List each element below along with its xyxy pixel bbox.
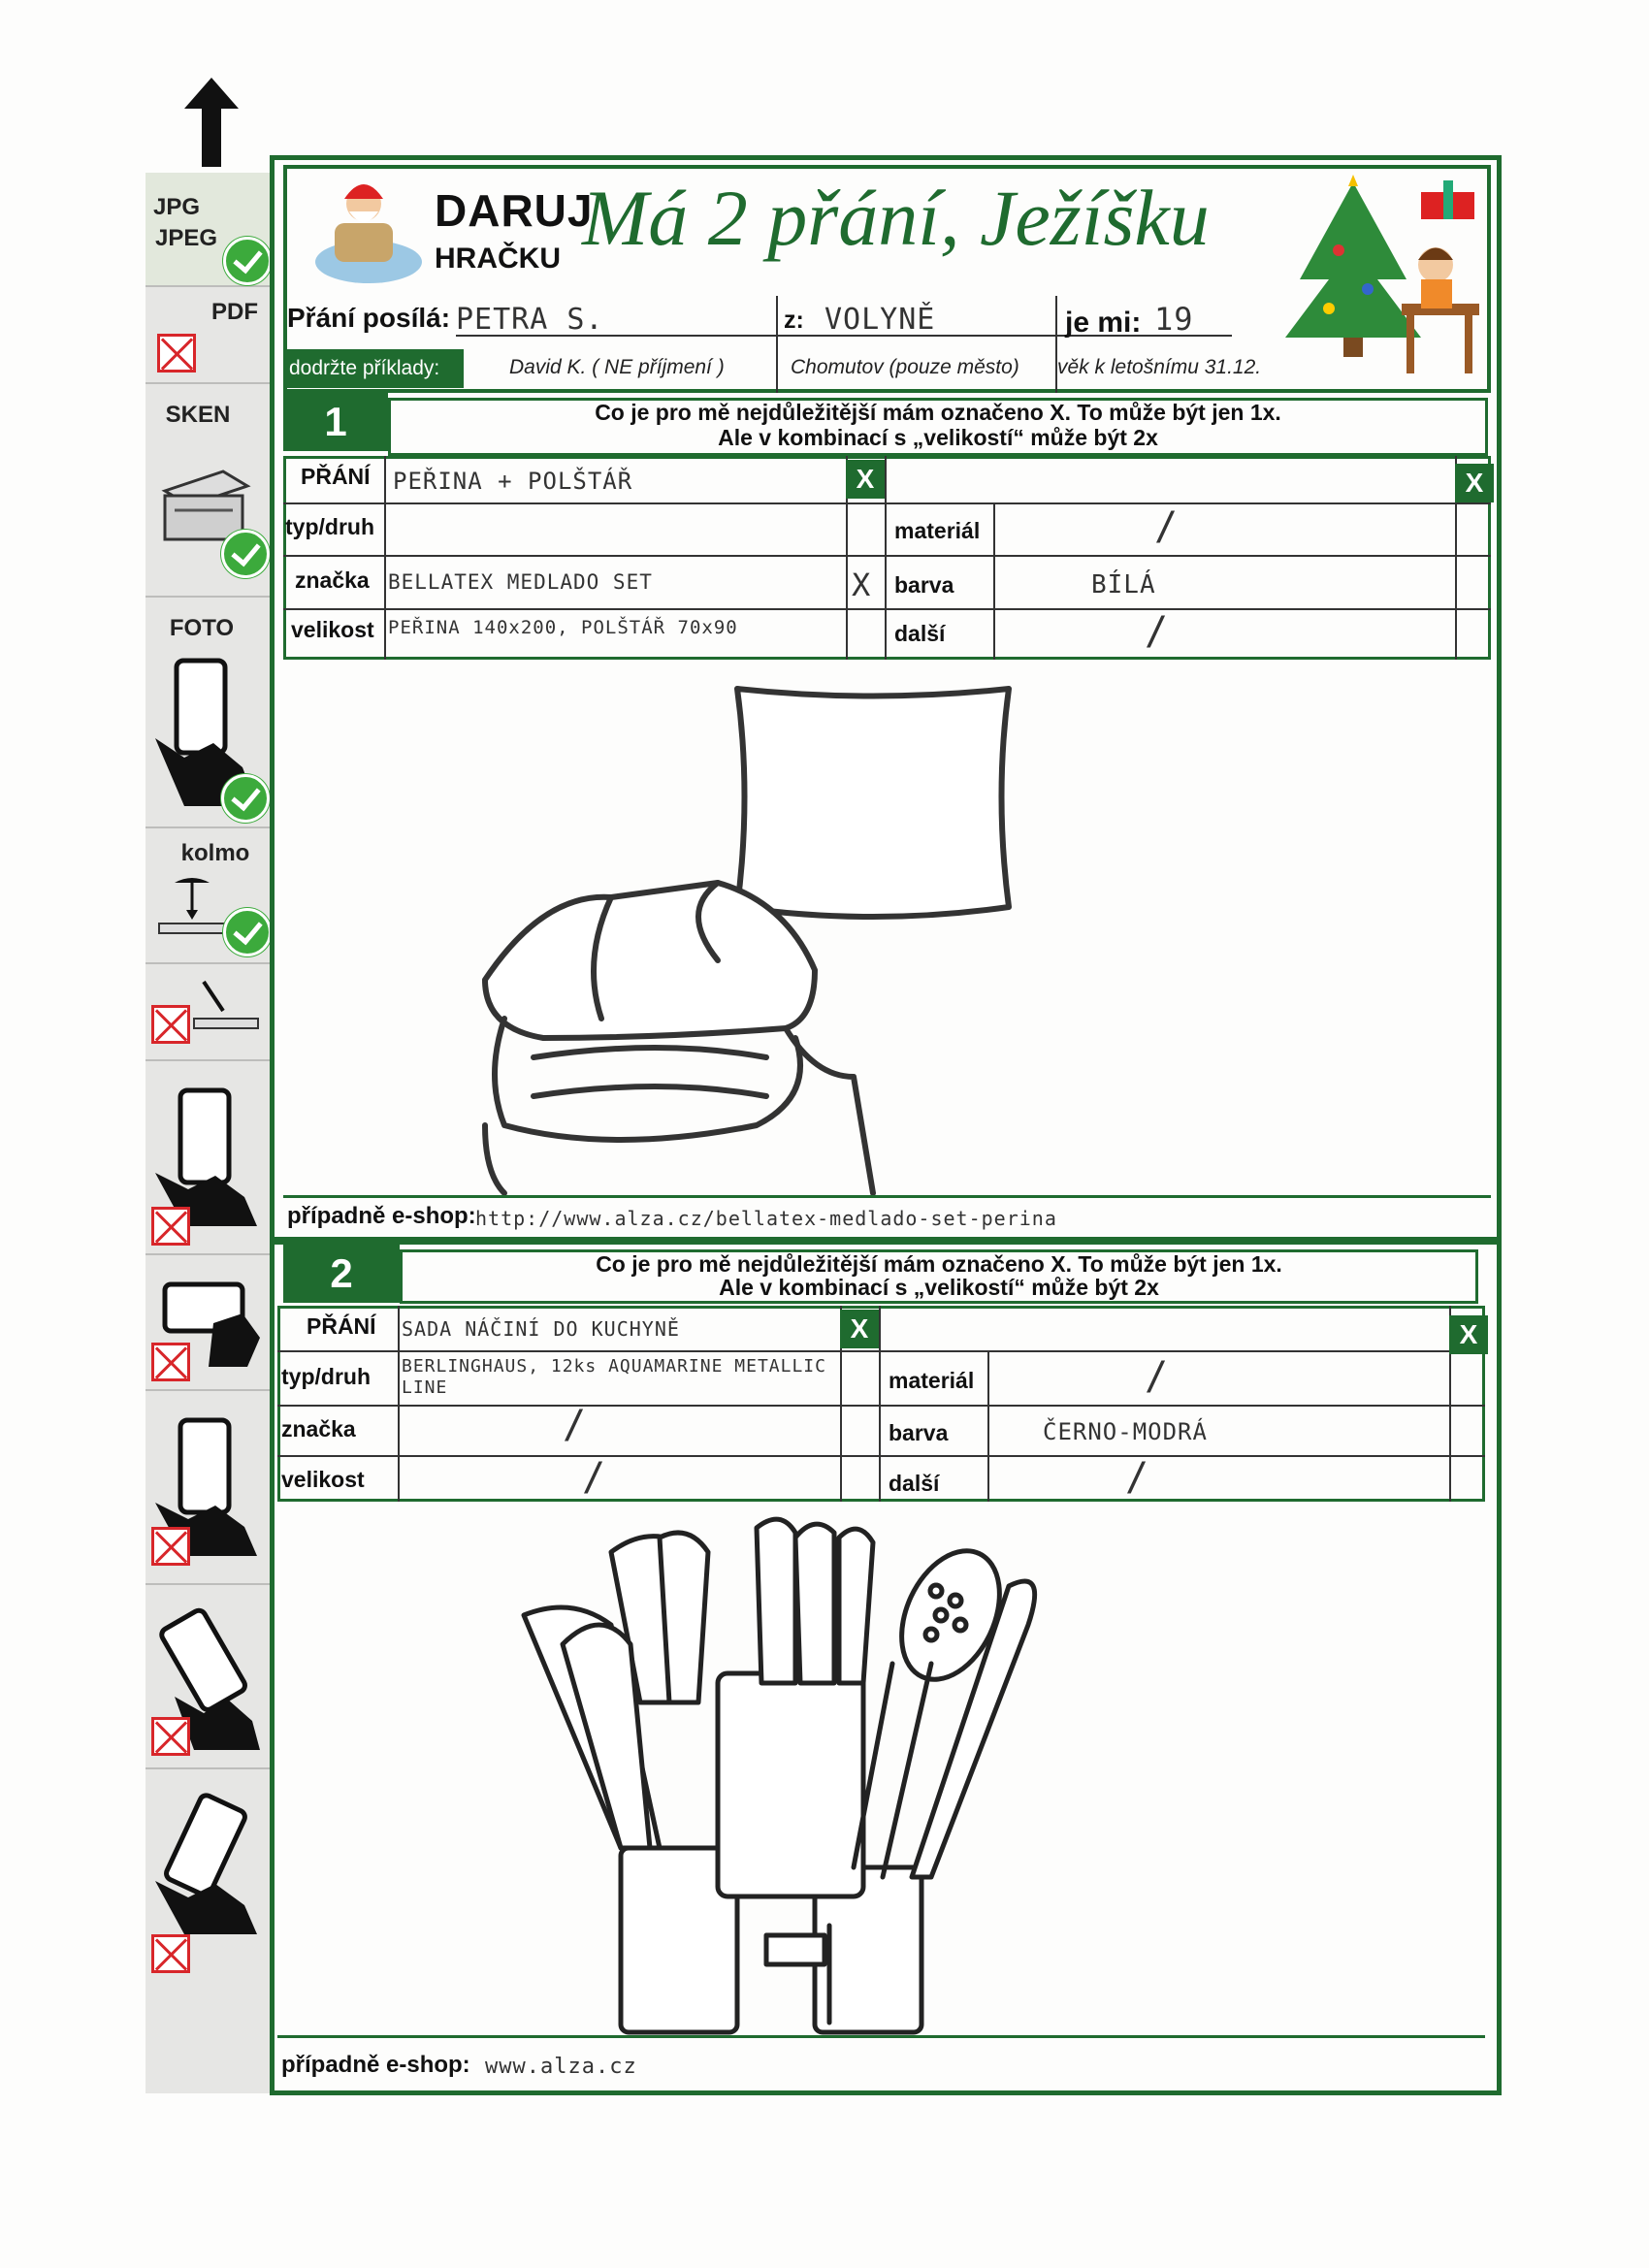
wish2-other-value[interactable]: / [1125, 1455, 1150, 1500]
cross-icon [151, 1005, 190, 1044]
wish2-material-label: materiál [889, 1368, 975, 1393]
from-value[interactable]: PETRA S. [456, 303, 604, 337]
sidebar-hand5 [146, 1769, 270, 1983]
sidebar-hand2 [146, 1255, 270, 1391]
wish2-size-label: velikost [281, 1467, 365, 1492]
place-label: z: [784, 307, 804, 334]
wish1-other-label: další [894, 621, 946, 646]
sender-divider [776, 296, 778, 393]
up-arrow-icon [182, 78, 241, 170]
wish2-x-mark[interactable]: X [840, 1310, 879, 1348]
wish2-wish-value[interactable]: SADA NÁČINÍ DO KUCHYNĚ [402, 1317, 680, 1341]
perpendicular-icon [155, 875, 233, 943]
cross-icon [151, 1717, 190, 1756]
example-name: David K. ( NE příjmení ) [509, 356, 725, 378]
wish2-material-value[interactable]: / [1145, 1354, 1170, 1399]
wish-separator [272, 1237, 1500, 1245]
wish1-size-value[interactable]: PEŘINA 140x200, POLŠTÁŘ 70x90 [388, 617, 738, 638]
sidebar-kolmo [146, 828, 270, 964]
wish1-wish-label: PŘÁNÍ [301, 464, 371, 489]
table-line [987, 1350, 989, 1502]
sidebar-foto [146, 598, 270, 828]
sidebar-sken [146, 384, 270, 598]
sidebar-jpg [146, 173, 270, 287]
wish1-x-mark[interactable]: X [1455, 464, 1494, 502]
wish2-type-label: typ/druh [281, 1364, 371, 1389]
check-icon [223, 237, 272, 285]
wish2-brand-value[interactable]: / [563, 1403, 588, 1447]
wish1-eshop-value[interactable]: http://www.alza.cz/bellatex-medlado-set-perina [475, 1207, 1057, 1230]
wish1-brand-label: značka [295, 567, 370, 593]
kolmo-label: kolmo [180, 840, 250, 866]
wish1-instruction-1: Co je pro mě nejdůležitější mám označeno X. To může být jen 1x. [595, 400, 1281, 425]
sken-label: SKEN [165, 402, 231, 428]
santa-logo-icon [306, 175, 432, 291]
wish2-color-label: barva [889, 1420, 949, 1445]
check-icon [221, 530, 270, 578]
wish2-instruction-2: Ale v kombinací s „velikostí“ může být 2x [719, 1275, 1159, 1300]
foto-label: FOTO [169, 615, 235, 641]
wish1-color-value[interactable]: BÍLÁ [1091, 570, 1156, 599]
cross-icon [151, 1343, 190, 1381]
examples-label: dodržte příklady: [283, 349, 464, 388]
wish2-type-value[interactable]: BERLINGHAUS, 12ks AQUAMARINE METALLIC LINE [402, 1356, 826, 1398]
wish1-material-value[interactable]: / [1154, 504, 1180, 549]
tilted-phone-icon [155, 1789, 262, 1934]
wish1-instruction-2: Ale v kombinací s „velikostí“ může být 2x [718, 425, 1158, 450]
table-line [384, 456, 386, 660]
eshop-line [283, 1195, 1491, 1198]
wish2-color-value[interactable]: ČERNO-MODRÁ [1043, 1418, 1208, 1445]
sidebar-hand3 [146, 1391, 270, 1585]
example-age: věk k letošnímu 31.12. [1057, 356, 1262, 378]
table-line [885, 456, 887, 660]
sidebar-pdf [146, 287, 270, 384]
page-title: Má 2 přání, Ježíšku [582, 174, 1210, 262]
example-place: Chomutov (pouze město) [791, 356, 1019, 378]
table-line [277, 1350, 1485, 1352]
wish1-brand-value[interactable]: BELLATEX MEDLADO SET [388, 570, 653, 594]
wish2-other-label: další [889, 1471, 940, 1496]
cross-icon [151, 1934, 190, 1973]
wish2-eshop-label: případně e-shop: [281, 2052, 470, 2078]
wish2-x-mark[interactable]: X [1449, 1315, 1488, 1354]
check-icon [221, 774, 270, 823]
from-label: Přání posílá: [287, 303, 451, 333]
logo-daruj: DARUJ [435, 185, 594, 236]
wish1-x-mark[interactable]: X [846, 460, 885, 499]
wish2-brand-label: značka [281, 1416, 356, 1442]
hand-phone-icon [155, 1081, 262, 1226]
wish1-other-value[interactable]: / [1145, 609, 1170, 654]
wish1-color-label: barva [894, 572, 954, 598]
sidebar-hand4 [146, 1585, 270, 1769]
table-line [283, 502, 1491, 504]
jpg-label: JPG [152, 194, 201, 220]
wish1-type-label: typ/druh [285, 514, 374, 539]
kitchen-utensils-drawing [504, 1508, 1067, 2052]
duvet-pillow-drawing [466, 669, 1242, 1213]
table-line [398, 1306, 400, 1502]
table-line [283, 608, 1491, 610]
cross-icon [151, 1527, 190, 1566]
angled-photo-icon [184, 972, 262, 1040]
wish2-size-value[interactable]: / [582, 1455, 607, 1500]
table-line [993, 502, 995, 660]
sidebar-angled [146, 964, 270, 1061]
christmas-tree-icon [1271, 173, 1489, 391]
eshop-line [277, 2035, 1485, 2038]
table-line [879, 1306, 881, 1502]
wish2-instruction-1: Co je pro mě nejdůležitější mám označeno X. To může být jen 1x. [596, 1251, 1282, 1277]
sidebar-hand1 [146, 1061, 270, 1255]
logo-hracku: HRAČKU [435, 243, 561, 275]
wish1-size-label: velikost [291, 617, 374, 642]
wish1-brand-mark[interactable]: X [852, 567, 872, 603]
format-sidebar [146, 173, 270, 2093]
check-icon [223, 908, 272, 956]
jpeg-label: JPEG [154, 225, 218, 251]
table-line [277, 1455, 1485, 1457]
wish2-wish-label: PŘÁNÍ [307, 1313, 376, 1339]
pdf-label: PDF [211, 299, 258, 325]
wish2-number: 2 [283, 1245, 400, 1303]
wish2-eshop-value[interactable]: www.alza.cz [485, 2055, 637, 2079]
wish1-wish-value[interactable]: PEŘINA + POLŠTÁŘ [393, 468, 633, 495]
cross-icon [151, 1207, 190, 1246]
cross-icon [157, 334, 196, 373]
table-line [277, 1405, 1485, 1407]
wish1-eshop-label: případně e-shop: [287, 1203, 476, 1229]
age-label: je mi: [1065, 307, 1142, 339]
age-value[interactable]: 19 [1154, 301, 1194, 338]
wish1-material-label: materiál [894, 518, 981, 543]
table-line [283, 555, 1491, 557]
wish1-number: 1 [283, 393, 388, 451]
place-value[interactable]: VOLYNĚ [824, 303, 936, 337]
